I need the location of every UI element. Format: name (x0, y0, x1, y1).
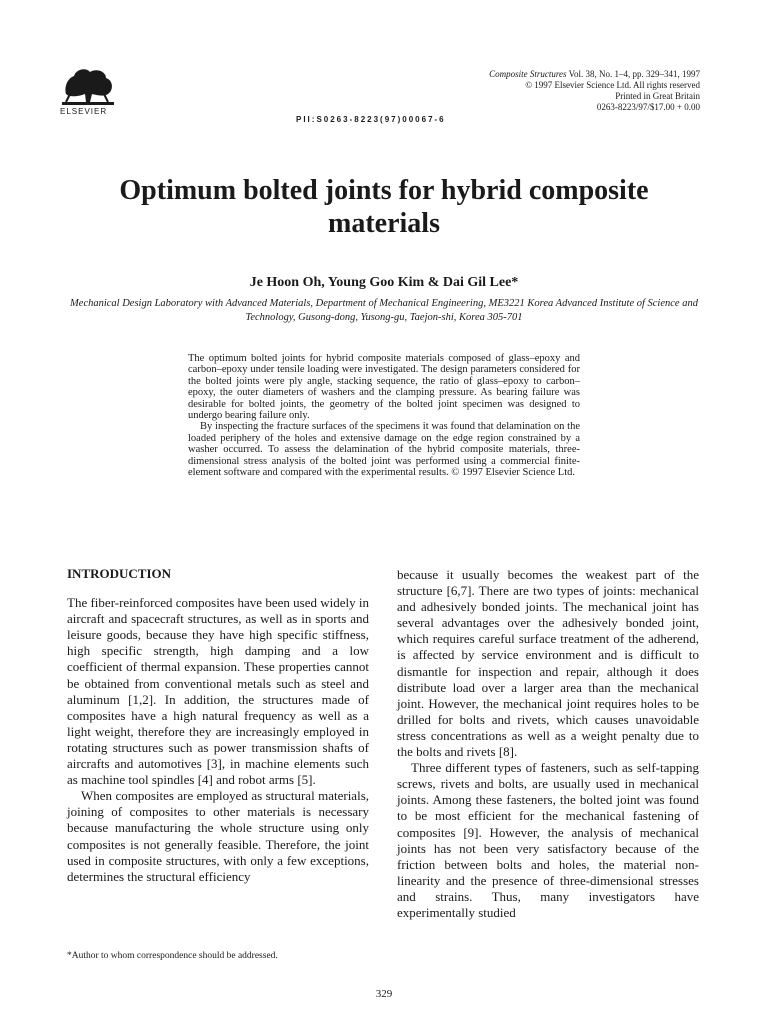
left-column (67, 566, 369, 885)
abstract-paragraph-2: By inspecting the fracture surfaces of the specimens it was found that delamination on the loaded periphery of the holes and extensive damage on the edge region constrained by a washer occurred. To assess the delamination of the hybrid composite materials, three-dimensional stress analysis of the bolted joint was performed using a commercial finite-element software and compared with the experimental results. © 1997 Elsevier Science Ltd. (188, 421, 580, 479)
author-list: Je Hoon Oh, Young Goo Kim & Dai Gil Lee* (249, 275, 519, 290)
section-heading: INTRODUCTION (67, 566, 172, 581)
abstract (188, 353, 580, 478)
body-paragraph: The fiber-reinforced composites have been used widely in aircraft and spacecraft structures, as well as in sports and leisure goods, because they have high specific stiffness, high specific strength, high damping and a low coefficient of thermal expansion. These properties cannot be obtained from conventional metals such as steel and aluminum [1,2]. In addition, the structures made of composites have a high natural frequency as well as a light weight, therefore they are increasingly employed in rotating structures such as power transmission shafts of aircrafts and automotives [3], in machine elements such as machine tool spindles [4] and robot arms [5]. (67, 595, 369, 788)
pii-code: PII:S0263-8223(97)00067-6 (296, 115, 446, 124)
publisher-name: ELSEVIER (60, 107, 108, 116)
issn-price: 0263-8223/97/$17.00 + 0.00 (596, 102, 700, 112)
affiliation: Mechanical Design Laboratory with Advanced Materials, Department of Mechanical Engineering, ME3221 Korea Advanced Institute of Science and Technology, Gusong-dong, Yusong-gu, Taejon-shi, Korea 305-701 (70, 298, 698, 323)
copyright-line: © 1997 Elsevier Science Ltd. All rights reserved (525, 80, 700, 90)
journal-name: Composite Structures (489, 69, 567, 79)
journal-citation (380, 69, 700, 80)
printed-line: Printed in Great Britain (615, 91, 700, 101)
elsevier-logo (60, 64, 124, 116)
body-paragraph: Three different types of fasteners, such as self-tapping screws, rivets and bolts, are usually used in mechanical joints. Among these fasteners, the bolted joint was found to be most efficient for the mechanical fastening of composites [9]. However, the analysis of mechanical joints has not been very satisfactory because of the friction between bolts and holes, the material non-linearity and the presence of three-dimensional stresses and strains. Thus, many investigators have experimentally studied (397, 760, 699, 920)
elsevier-tree-icon (60, 64, 116, 106)
journal-info (380, 69, 700, 113)
body-paragraph: because it usually becomes the weakest part of the structure [6,7]. There are two types of joints: mechanical and adhesively bonded joints. The mechanical joint has several advantages over the adhesively bonded joint, which requires careful surface treatment of the adherend, is affected by service environment and is difficult to dismantle for inspection and repair, although it does distribute load over a larger area than the mechanical joint. However, the mechanical joint requires holes to be drilled for bolts and rivets, which causes unavoidable stress concentrations as well as a weight penalty due to the bolts and rivets [8]. (397, 567, 699, 760)
abstract-paragraph-1: The optimum bolted joints for hybrid composite materials composed of glass–epoxy and carbon–epoxy under tensile loading were investigated. The design parameters considered for the bolted joints were ply angle, stacking sequence, the ratio of glass–epoxy to carbon–epoxy, the outer diameters of washers and the clamping pressure. As bearing failure was desirable for bolted joints, the geometry of the bolted joint specimen was designed to undergo bearing failure only. (188, 353, 580, 422)
paper-title: Optimum bolted joints for hybrid composite materials (119, 175, 649, 239)
body-paragraph: When composites are employed as structural materials, joining of composites to other materials is necessary because manufacturing the whole structure using only composites is not generally feasible. Therefore, the joint used in composite structures, with only a few exceptions, determines the structural efficiency (67, 788, 369, 884)
footnote: *Author to whom correspondence should be addressed. (67, 951, 278, 961)
journal-details: Vol. 38, No. 1–4, pp. 329–341, 1997 (568, 69, 700, 79)
right-column (397, 567, 699, 921)
page-number: 329 (375, 988, 393, 1000)
